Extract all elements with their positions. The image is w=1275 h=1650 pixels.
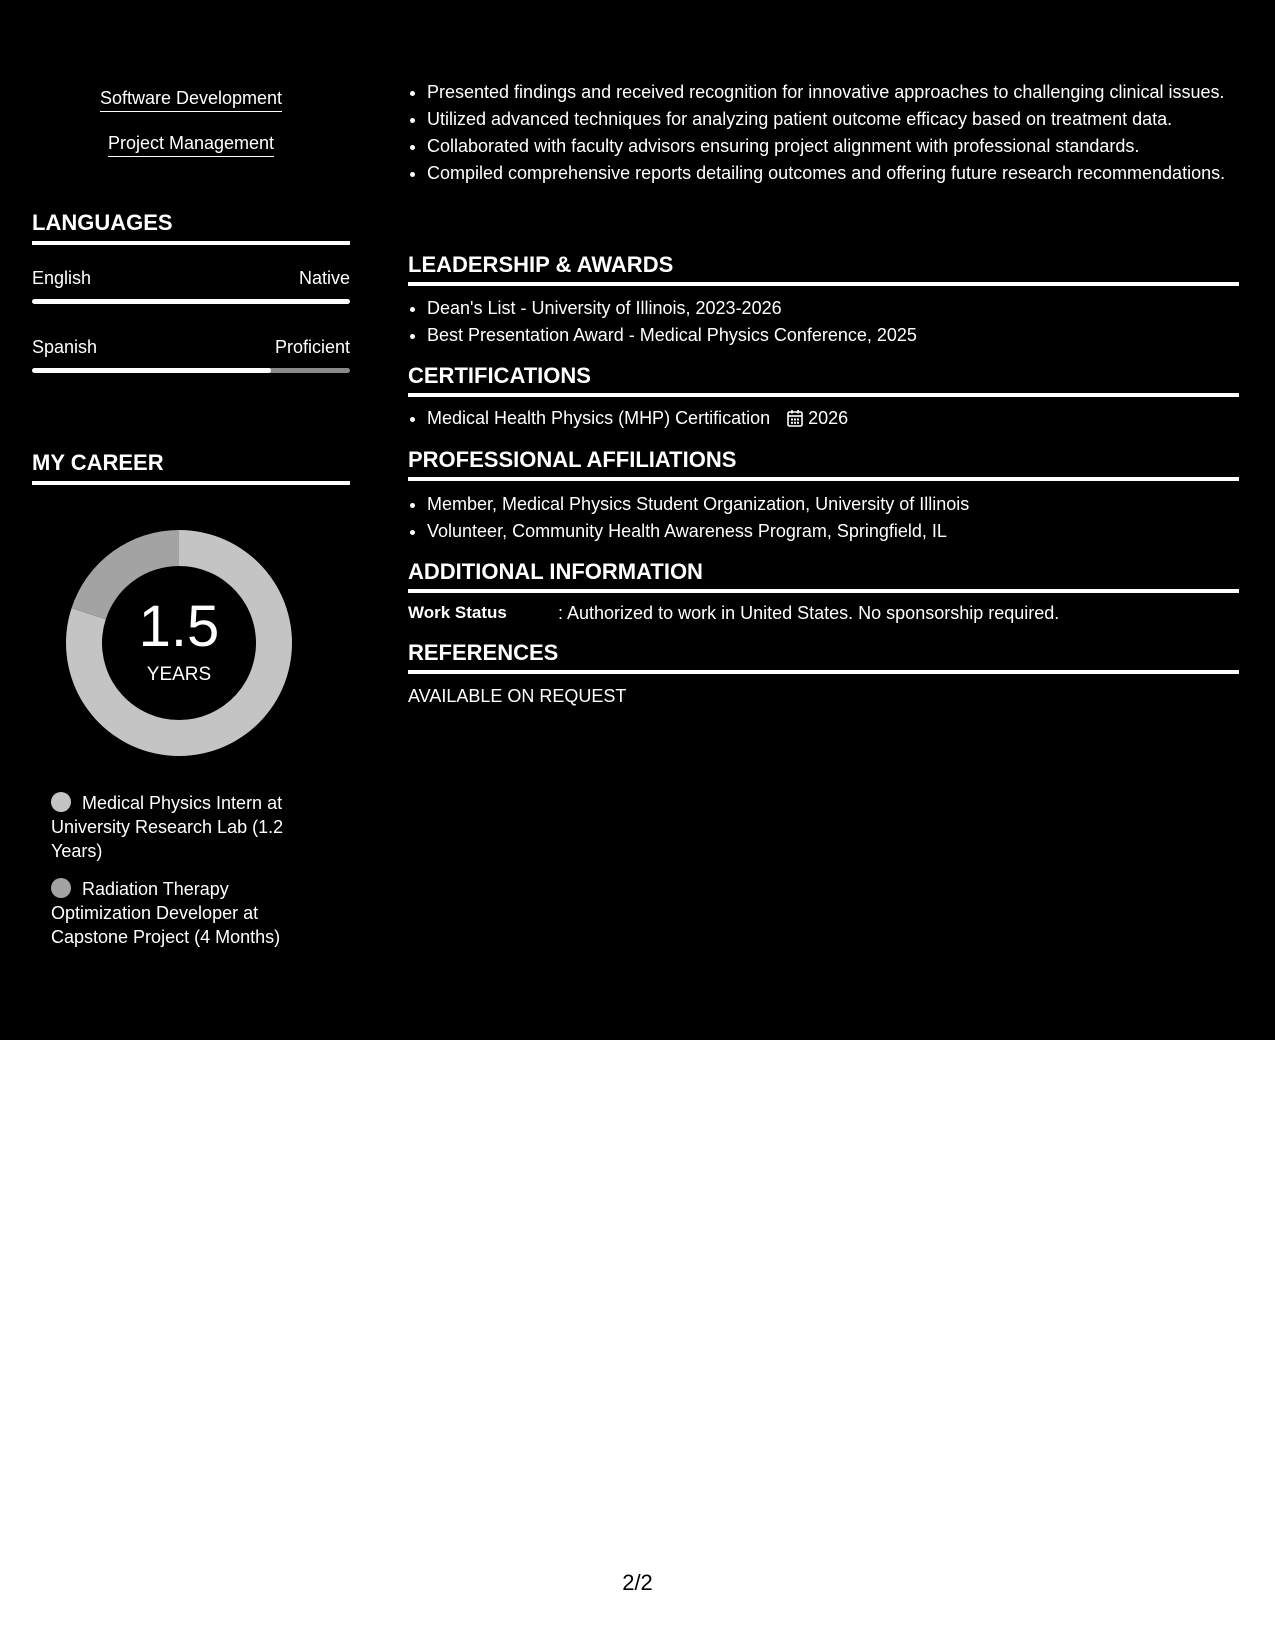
- certification-year: 2026: [808, 408, 849, 428]
- language-bar: [32, 368, 350, 373]
- page-number: 2/2: [622, 1570, 653, 1595]
- experience-bullet-list: [408, 80, 1239, 185]
- language-level: Native: [298, 268, 350, 288]
- affiliations-heading: PROFESSIONAL AFFILIATIONS: [408, 447, 1239, 481]
- leadership-item: • Dean's List - University of Illinois, 2023-2026: [427, 296, 1239, 320]
- career-legend-item: [51, 791, 311, 863]
- language-row: [32, 268, 350, 289]
- experience-bullet: • Utilized advanced techniques for analyzing patient outcome efficacy based on treatment data.: [427, 107, 1239, 131]
- skill-item: [32, 88, 350, 112]
- language-level: Proficient: [274, 337, 350, 357]
- additional-info-heading: ADDITIONAL INFORMATION: [408, 559, 1239, 593]
- main-column: [380, 0, 1275, 1040]
- work-status-value: : Authorized to work in United States. No sponsorship required.: [558, 603, 1060, 623]
- experience-bullet: • Presented findings and received recognition for innovative approaches to challenging clinical issues.: [427, 80, 1239, 104]
- leadership-list: [408, 296, 1239, 347]
- skill-label: Software Development: [100, 88, 282, 112]
- sidebar: [0, 0, 380, 1040]
- career-total-unit: YEARS: [146, 664, 212, 685]
- language-row: [32, 337, 350, 358]
- certification-name: Medical Health Physics (MHP) Certification: [427, 408, 771, 428]
- certification-item: [427, 406, 1239, 430]
- language-name: Spanish: [32, 337, 98, 357]
- career-legend-text: Medical Physics Intern at University Research Lab (1.2 Years): [51, 793, 284, 861]
- skill-item: [32, 133, 350, 157]
- legend-dot-icon: [51, 792, 71, 812]
- calendar-icon: [787, 409, 803, 427]
- languages-heading: LANGUAGES: [32, 210, 350, 245]
- language-bar: [32, 299, 350, 304]
- experience-bullet: • Collaborated with faculty advisors ensuring project alignment with professional standards.: [427, 134, 1239, 158]
- career-total-value: 1.5: [138, 594, 220, 659]
- career-legend-text: Radiation Therapy Optimization Developer at Capstone Project (4 Months): [51, 879, 281, 947]
- affiliations-list: [408, 492, 1239, 543]
- affiliations-section: [408, 447, 1239, 546]
- additional-info-section: [408, 559, 1239, 625]
- legend-dot-icon: [51, 878, 71, 898]
- language-bar-fill: [32, 368, 271, 373]
- affiliation-item: • Member, Medical Physics Student Organization, University of Illinois: [427, 492, 1239, 516]
- references-section: [408, 640, 1239, 708]
- leadership-section: [408, 252, 1239, 350]
- language-bar-fill: [32, 299, 350, 304]
- language-name: English: [32, 268, 92, 288]
- affiliation-item: • Volunteer, Community Health Awareness Program, Springfield, IL: [427, 519, 1239, 543]
- career-heading: MY CAREER: [32, 450, 350, 485]
- work-status-label: Work Status: [408, 603, 507, 622]
- certifications-heading: CERTIFICATIONS: [408, 363, 1239, 397]
- certifications-section: [408, 363, 1239, 433]
- certifications-list: [408, 406, 1239, 430]
- leadership-heading: LEADERSHIP & AWARDS: [408, 252, 1239, 286]
- experience-bullet: • Compiled comprehensive reports detailing outcomes and offering future research recommendations.: [427, 161, 1239, 185]
- skill-label: Project Management: [108, 133, 274, 157]
- experience-continued: [408, 80, 1239, 188]
- leadership-item: • Best Presentation Award - Medical Physics Conference, 2025: [427, 323, 1239, 347]
- references-text: AVAILABLE ON REQUEST: [408, 686, 627, 706]
- career-legend-item: [51, 877, 311, 949]
- references-heading: REFERENCES: [408, 640, 1239, 674]
- work-status-row: [408, 601, 1239, 625]
